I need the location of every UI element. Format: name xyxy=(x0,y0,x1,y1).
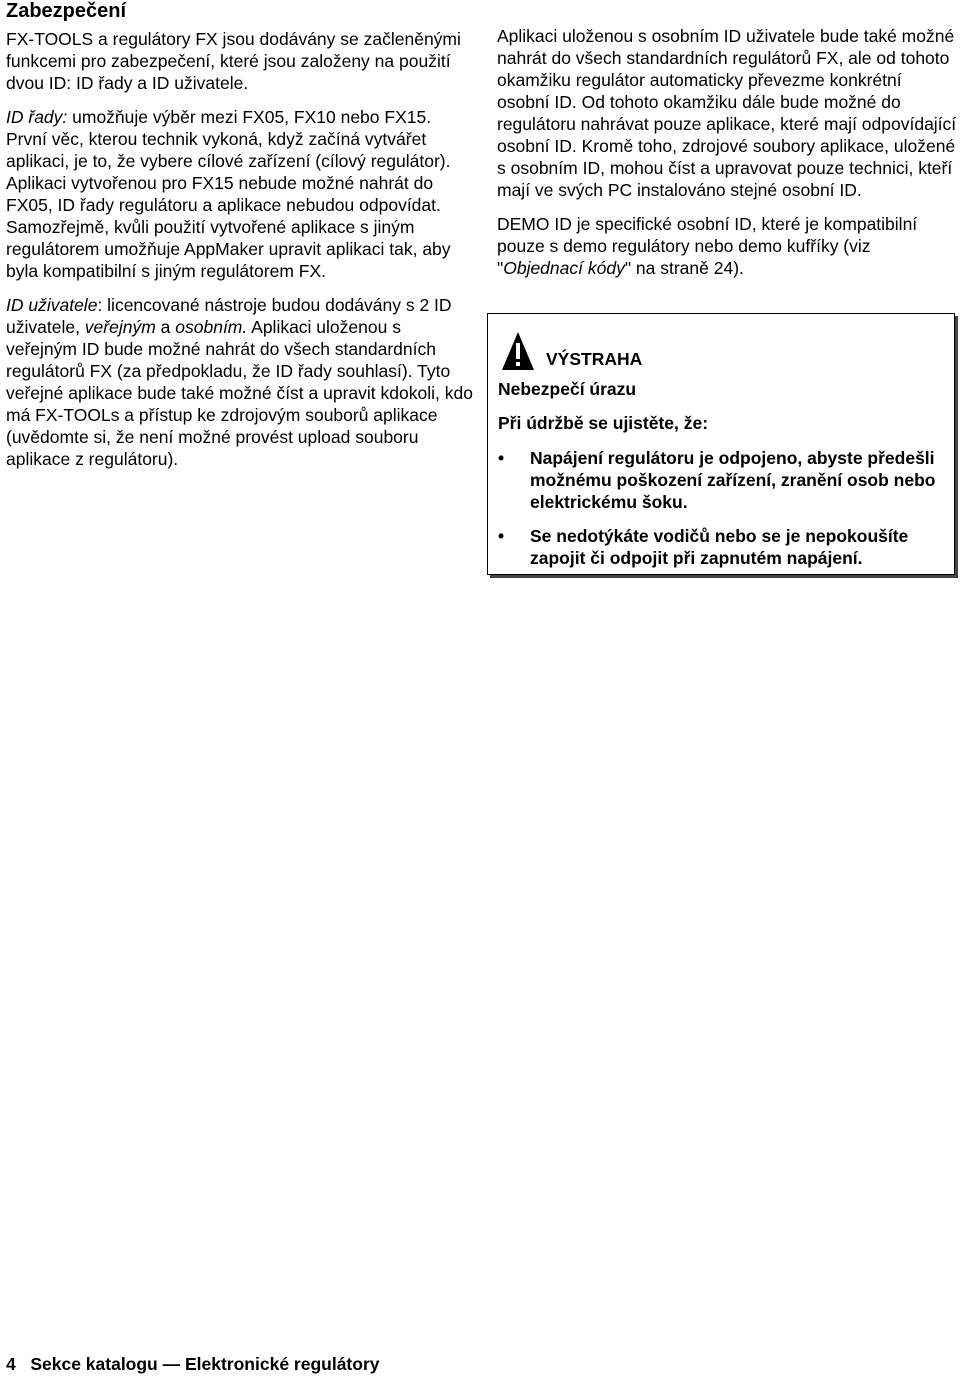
series-id-text: umožňuje výběr mezi FX05, FX10 nebo FX15. První věc, kterou technik vykoná, když začíná vytvářet aplikaci, je to, že vybere cílové zařízení (cílový regulátor). Aplikaci vytvořenou pro FX15 nebude možné nahrát do FX05, ID řady regulátoru a aplikace nebudou odpovídat. Samozřejmě, kvůli použití vytvořené aplikace s jiným regulátorem umožňuje AppMaker upravit aplikaci tak, aby byla kompatibilní s jiným regulátorem FX. xyxy=(6,107,451,281)
series-id-label: ID řady: xyxy=(6,107,68,127)
left-column xyxy=(6,0,476,482)
personal-id-paragraph xyxy=(497,25,957,201)
personal-id-text: Aplikaci uloženou s osobním ID uživatele bude také možné nahrát do všech standardních regulátorů FX, ale od tohoto okamžiku regulátor automaticky převezme konkrétní osobní ID. Od tohoto okamžiku dále bude možné do regulátoru nahrávat pouze aplikace, které mají odpovídající osobní ID. Kromě toho, zdrojové soubory aplikace, uložené s osobním ID, mohou číst a upravovat pouze technici, kteří mají ve svých PC instalováno stejné osobní ID. xyxy=(497,26,957,200)
footer-text: Sekce katalogu — Elektronické regulátory xyxy=(30,1354,380,1374)
section-title: Zabezpečení xyxy=(6,0,127,22)
bullet-icon: • xyxy=(498,448,505,468)
series-id-paragraph xyxy=(6,106,476,282)
public-label: veřejným xyxy=(84,317,156,337)
intro-paragraph xyxy=(6,28,476,94)
intro-text: FX-TOOLS a regulátory FX jsou dodávány se začleněnými funkcemi pro zabezpečení, které jsou založeny na použití dvou ID: ID řady a ID uživatele. xyxy=(6,29,461,93)
and-text: a xyxy=(155,317,176,337)
user-id-label: ID uživatele xyxy=(6,295,98,315)
order-codes-ref: Objednací kódy xyxy=(503,258,625,278)
user-id-text-2: Aplikaci uloženou s veřejným ID bude možné nahrát do všech standardních regulátorů FX (za předpokladu, že ID řady souhlasí). Tyto veřejné aplikace bude také možné číst a upravit kdokoli, kdo má FX-TOOLs a přístup ke zdrojovým souborů aplikace (uvědomte si, že není možné provést upload souboru aplikace z regulátoru). xyxy=(6,317,473,469)
page-number: 4 xyxy=(6,1354,16,1374)
demo-id-end: " na straně 24). xyxy=(624,258,744,278)
right-column xyxy=(497,25,957,291)
warning-item-text: Napájení regulátoru je odpojeno, abyste předešli možnému poškození zařízení, zranění osob nebo elektrickému šoku. xyxy=(530,448,936,512)
demo-id-text: DEMO ID je specifické osobní ID, které je kompatibilní pouze s demo regulátory nebo demo kufříky (viz " xyxy=(497,214,918,278)
warning-note: Při údržbě se ujistěte, že: xyxy=(498,413,709,433)
warning-item xyxy=(498,525,944,569)
warning-triangle-icon xyxy=(500,330,536,372)
warning-item xyxy=(498,447,944,513)
warning-box xyxy=(487,313,955,575)
warning-subtitle: Nebezpečí úrazu xyxy=(498,379,637,399)
warning-list xyxy=(498,447,944,581)
page-footer xyxy=(6,1353,380,1375)
bullet-icon: • xyxy=(498,526,505,546)
demo-id-paragraph xyxy=(497,213,957,279)
warning-header xyxy=(500,326,642,372)
warning-title: VÝSTRAHA xyxy=(546,349,643,369)
personal-label: osobním. xyxy=(175,317,248,337)
user-id-text-1: : licencované nástroje budou dodávány s 2 ID uživatele, xyxy=(6,295,452,337)
warning-item-text: Se nedotýkáte vodičů nebo se je nepokoušíte zapojit či odpojit při zapnutém napájení. xyxy=(530,526,909,568)
user-id-paragraph xyxy=(6,294,476,470)
